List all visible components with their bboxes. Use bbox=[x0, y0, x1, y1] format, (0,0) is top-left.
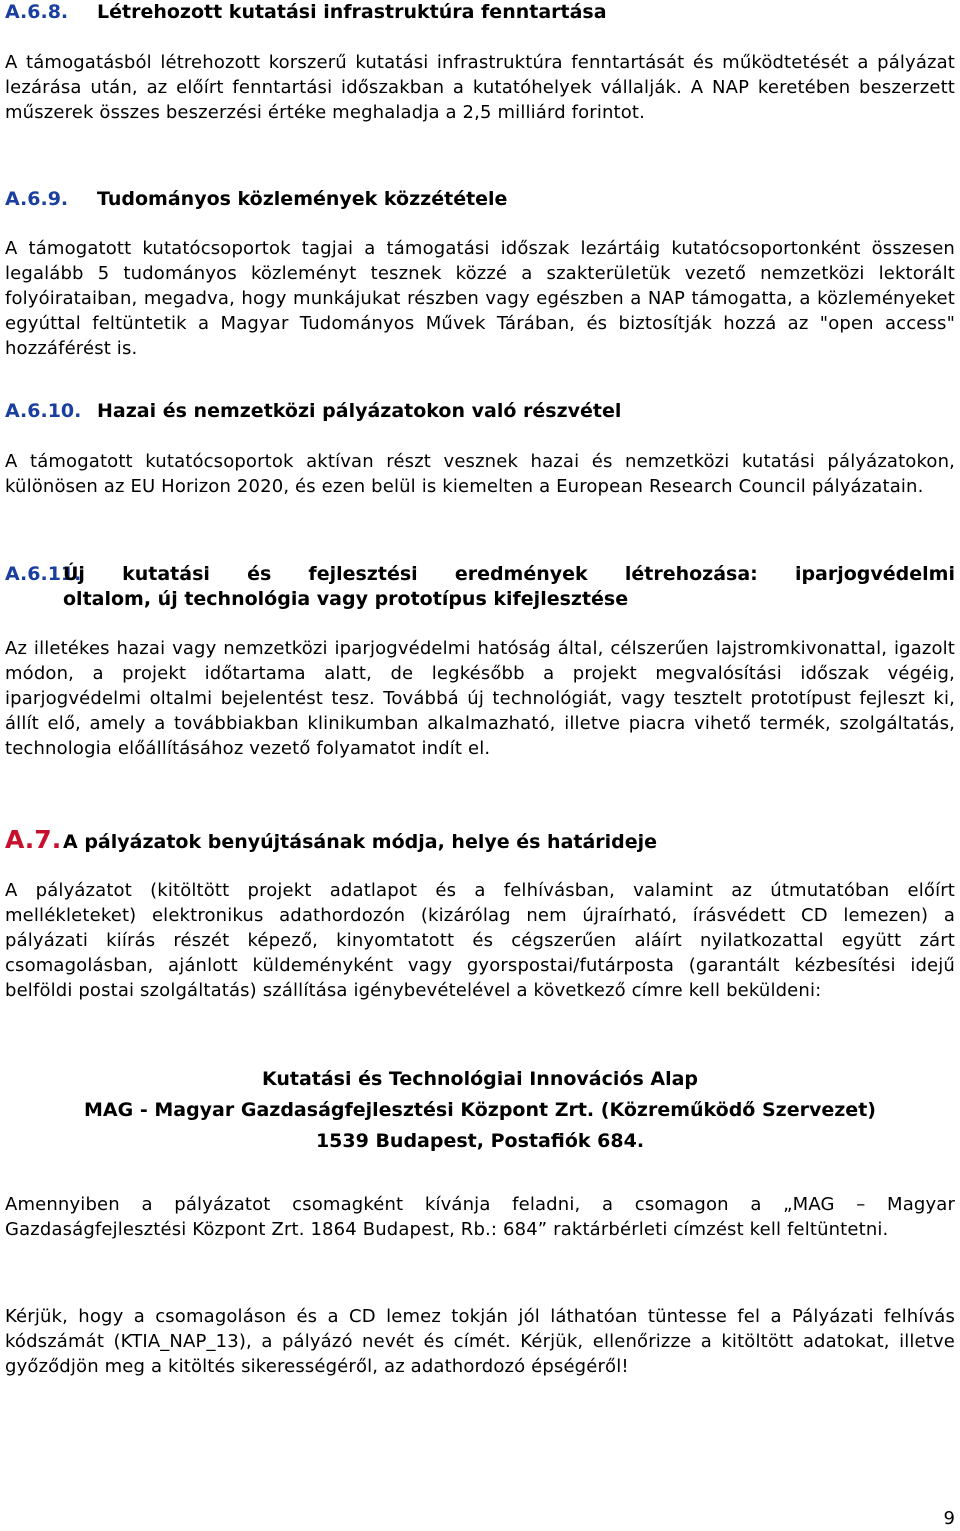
section-title: Tudományos közlemények közzététele bbox=[97, 188, 508, 210]
mailing-address bbox=[5, 1064, 955, 1157]
section-a7-para2: Amennyiben a pályázatot csomagként kívánja feladni, a csomagon a „MAG – Magyar Gazdaságfejlesztési Központ Zrt. 1864 Budapest, Rb.: 684” raktárbérleti címzést kell feltüntetni. bbox=[5, 1194, 955, 1240]
section-a7-para3: Kérjük, hogy a csomagoláson és a CD lemez tokján jól láthatóan tüntesse fel a Pályázati felhívás kódszámát (KTIA_NAP_13), a pályázó nevét és címét. Kérjük, ellenőrizze a kitöltött adatokat, illetve győződjön meg a kitöltés sikerességéről, az adathordozó épségéről! bbox=[5, 1306, 955, 1377]
section-a68-heading bbox=[5, 0, 607, 25]
section-a69-body: A támogatott kutatócsoportok tagjai a támogatási időszak lezártáig kutatócsoportonként összesen legalább 5 tudományos közleményt tesznek közzé a szakterületük vezető nemzetközi lektorált folyóirataiban, megadva, hogy munkájukat részben vagy egészben a NAP támogatta, a közleményeket egyúttal feltüntetik a Magyar Tudományos Művek Tárában, és biztosítják hozzá az "open access" hozzáférést is. bbox=[5, 238, 955, 359]
section-a610-body: A támogatott kutatócsoportok aktívan részt vesznek hazai és nemzetközi kutatási pályázatokon, különösen az EU Horizon 2020, és ezen belül is kiemelten a European Research Council pályázatain. bbox=[5, 451, 955, 497]
section-number: A.6.10. bbox=[5, 400, 82, 422]
section-title-line2: oltalom, új technológia vagy prototípus kifejlesztése bbox=[63, 588, 629, 610]
section-a610-heading bbox=[5, 399, 621, 424]
section-number: A.6.9. bbox=[5, 188, 69, 210]
section-title-line1: Új kutatási és fejlesztési eredmények létrehozása: iparjogvédelmi bbox=[63, 563, 955, 585]
section-a611-body: Az illetékes hazai vagy nemzetközi iparjogvédelmi hatóság által, célszerűen lajstromkivonattal, igazolt módon, a projekt időtartama alatt, de legkésőbb a projekt megvalósítási időszak végéig, iparjogvédelmi oltalmi bejelentést tesz. Továbbá új technológiát, vagy tesztelt prototípust fejleszt ki, állít elő, amely a továbbiakban klinikumban alkalmazható, illetve piacra vihető termék, szolgáltatás, technologia előállításához vezető folyamatot indít el. bbox=[5, 638, 955, 759]
section-title: Létrehozott kutatási infrastruktúra fenntartása bbox=[97, 1, 607, 23]
address-line-3: 1539 Budapest, Postafiók 684. bbox=[315, 1130, 645, 1152]
section-a7-body: A pályázatot (kitöltött projekt adatlapot és a felhívásban, valamint az útmutatóban előírt mellékleteket) elektronikus adathordozón (kizárólag nem újraírható, írásvédett CD lemezen) a pályázati kiírás részét képező, kinyomtatott és cégszerűen aláírt nyilatkozattal együtt zárt csomagolásban, ajánlott küldeményként vagy gyorspostai/futárposta (garantált kézbesítési idejű belföldi postai szolgáltatás) szállítása igénybevételével a következő címre kell beküldeni: bbox=[5, 880, 955, 1001]
section-title: Hazai és nemzetközi pályázatokon való részvétel bbox=[97, 400, 622, 422]
section-number: A.7. bbox=[5, 825, 62, 854]
address-line-1: Kutatási és Technológiai Innovációs Alap bbox=[261, 1068, 699, 1090]
page-number: 9 bbox=[943, 1508, 955, 1529]
section-number: A.6.8. bbox=[5, 1, 69, 23]
address-line-2: MAG - Magyar Gazdaságfejlesztési Központ Zrt. (Közreműködő Szervezet) bbox=[84, 1099, 876, 1121]
section-number: A.6.11. bbox=[5, 563, 82, 585]
section-a611-heading bbox=[5, 562, 955, 612]
section-a7-heading bbox=[5, 825, 657, 857]
section-a69-heading bbox=[5, 187, 507, 212]
section-a68-body: A támogatásból létrehozott korszerű kutatási infrastruktúra fenntartását és működtetését a pályázat lezárása után, az előírt fenntartási időszakban a kutatóhelyek vállalják. A NAP keretében beszerzett műszerek összes beszerzési értéke meghaladja a 2,5 milliárd forintot. bbox=[5, 52, 955, 123]
section-title: A pályázatok benyújtásának módja, helye és határideje bbox=[63, 831, 658, 853]
